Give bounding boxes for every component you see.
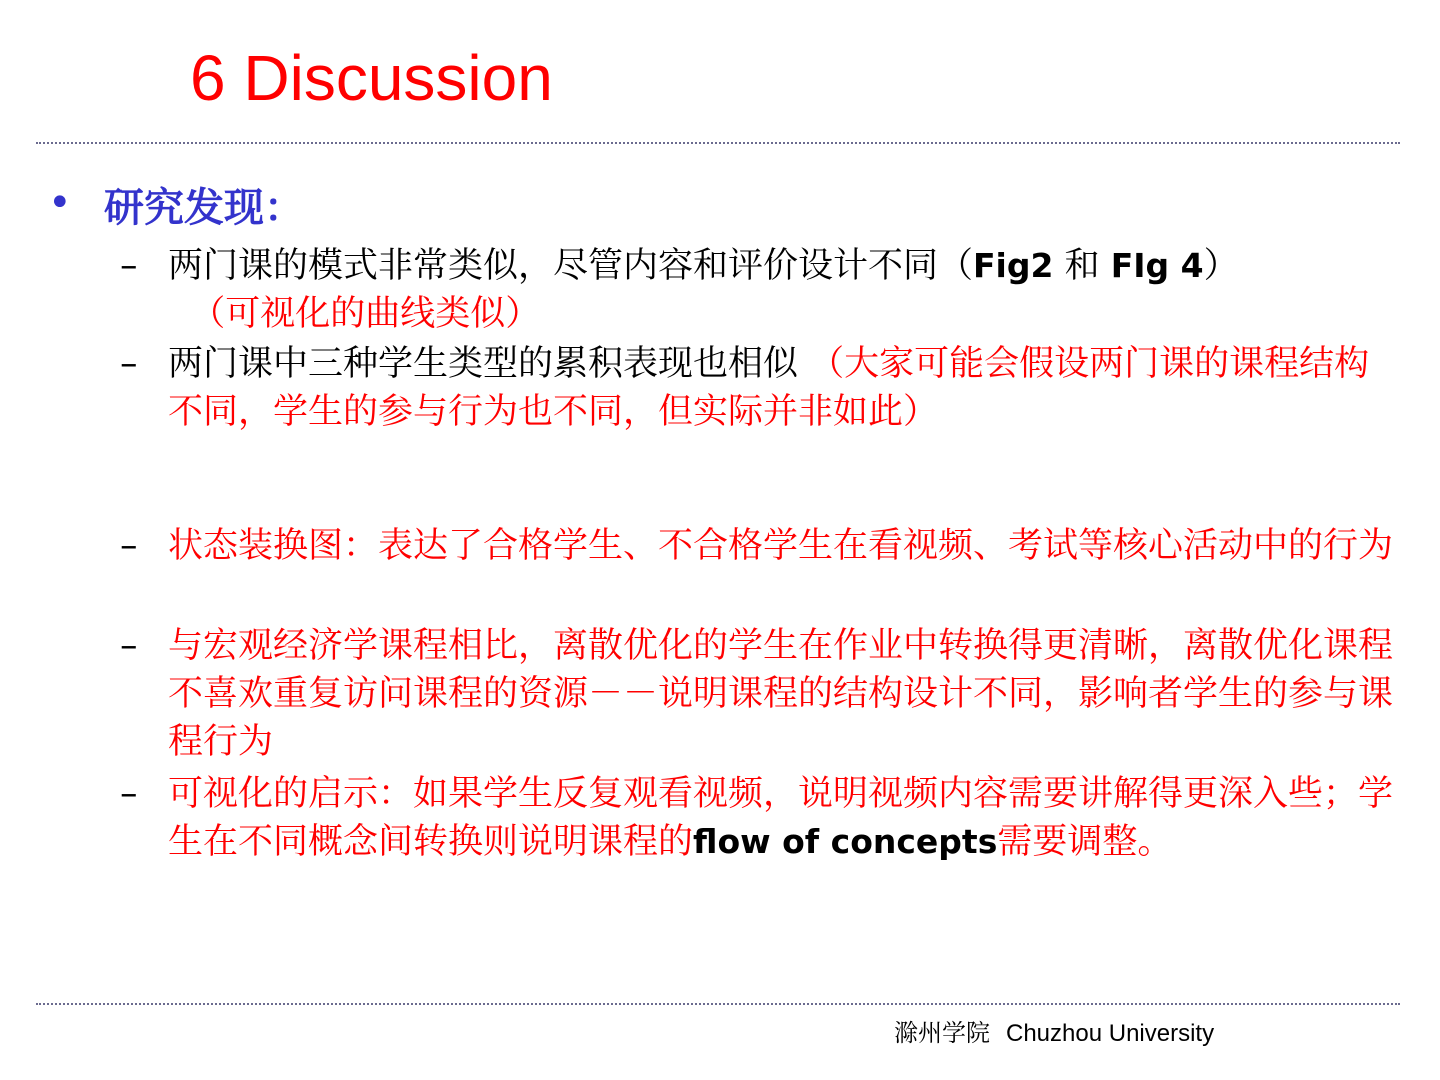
item-text: 两门课的模式非常类似，尽管内容和评价设计不同（	[168, 246, 974, 286]
list-item-text	[168, 770, 1398, 866]
list-item-text	[168, 622, 1398, 766]
title-divider	[36, 142, 1400, 144]
footer-divider	[36, 1003, 1400, 1005]
item-text: 和	[1053, 246, 1111, 286]
dash-marker: –	[120, 246, 138, 286]
item-text: 可视化的启示：如果学生反复观看视频，说明视频内容需要讲解得更深入些；学生在不同概念间转换则说明课程的	[168, 774, 1394, 862]
footer-institution-en: Chuzhou University	[1006, 1020, 1215, 1047]
footer-institution-cn: 滁州学院	[894, 1019, 990, 1047]
list-item-text	[168, 242, 1398, 338]
section-heading: 研究发现：	[104, 185, 304, 231]
dash-marker: –	[120, 344, 138, 384]
item-text: 两门课中三种学生类型的累积表现也相似	[168, 344, 810, 384]
dash-marker: –	[120, 526, 138, 566]
bullet-dot-icon: •	[48, 180, 72, 226]
item-text: 状态装换图：表达了合格学生、不合格学生在看视频、考试等核心活动中的行为	[168, 526, 1394, 566]
figure-ref: Fig2	[973, 246, 1054, 285]
item-text: 与宏观经济学课程相比，离散优化的学生在作业中转换得更清晰，离散优化课程不喜欢重复访问课程的资源－－说明课程的结构设计不同，影响者学生的参与课程行为	[168, 626, 1394, 762]
list-item-text	[168, 340, 1398, 436]
list-item-text	[168, 522, 1398, 570]
footer	[894, 1016, 1214, 1051]
item-text: ）	[1203, 246, 1239, 286]
slide-title: 6 Discussion	[190, 42, 553, 114]
item-note: （可视化的曲线类似）	[168, 294, 541, 334]
item-term: flow of concepts	[693, 822, 998, 861]
item-note: （大家可能会假设两门课的课程结构不同，学生的参与行为也不同，但实际并非如此）	[168, 344, 1370, 432]
dash-marker: –	[120, 626, 138, 666]
figure-ref: FIg 4	[1110, 246, 1204, 285]
item-text: 需要调整。	[997, 822, 1173, 862]
dash-marker: –	[120, 774, 138, 814]
